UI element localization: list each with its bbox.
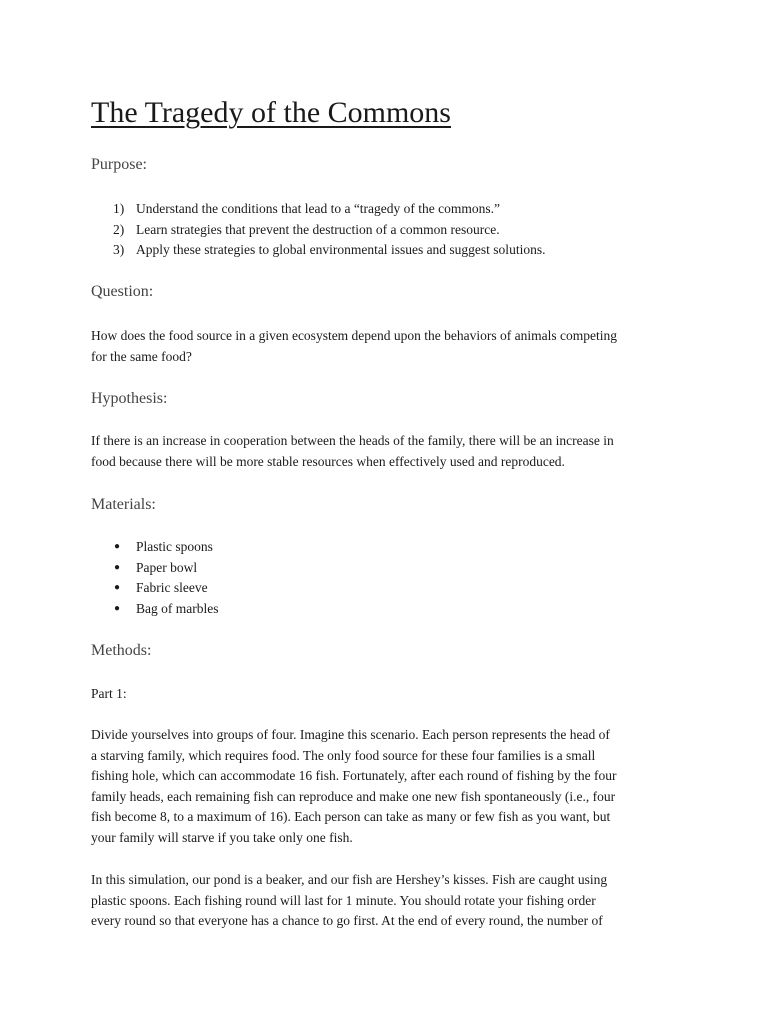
purpose-heading: Purpose: [91,156,147,173]
materials-item [113,537,218,558]
materials-item [113,558,218,579]
materials-item-text: Plastic spoons [136,539,213,554]
purpose-list [113,199,545,261]
question-heading: Question: [91,283,154,300]
purpose-item [113,220,545,241]
hypothesis-line: If there is an increase in cooperation between the heads of the family, there will be an increase in [91,433,614,448]
methods-line: a starving family, which requires food. The only food source for these four families is a small [91,747,596,763]
materials-item [113,599,218,620]
part1-label: Part 1: [91,686,127,701]
hypothesis-line: food because there will be more stable resources when effectively used and reproduced. [91,453,565,469]
methods-line: In this simulation, our pond is a beaker, and our fish are Hershey’s kisses. Fish are caught using [91,872,608,887]
methods-line: fish become 8, to a maximum of 16). Each person can take as many or few fish as you want, but [91,809,611,824]
purpose-item [113,240,545,261]
methods-heading: Methods: [91,642,152,659]
methods-line: Divide yourselves into groups of four. Imagine this scenario. Each person represents the head of [91,727,610,742]
methods-line: every round so that everyone has a chance to go first. At the end of every round, the number of [91,913,603,928]
methods-paragraph-2 [91,870,691,932]
materials-heading: Materials: [91,496,156,513]
purpose-item-number: 1) [113,201,125,216]
materials-item-text: Bag of marbles [136,600,219,616]
question-line: for the same food? [91,348,192,364]
question-paragraph [91,326,691,367]
methods-line: your family will starve if you take only one fish. [91,829,353,845]
methods-paragraph-1 [91,725,691,848]
purpose-item-number: 2) [113,221,125,237]
hypothesis-paragraph [91,431,691,472]
bullet-icon: ● [114,582,121,593]
purpose-item-text: Understand the conditions that lead to a “tragedy of the commons.” [136,201,501,216]
methods-line: family heads, each remaining fish can reproduce and make one new fish spontaneously (i.e., four [91,788,616,804]
materials-item-text: Paper bowl [136,559,198,575]
question-line: How does the food source in a given ecosystem depend upon the behaviors of animals competing [91,328,617,343]
bullet-icon: ● [114,561,121,573]
document-title: The Tragedy of the Commons [91,96,451,129]
materials-item [113,578,218,599]
materials-list [113,537,218,619]
purpose-item [113,199,545,220]
methods-line: plastic spoons. Each fishing round will last for 1 minute. You should rotate your fishing order [91,892,596,908]
purpose-item-text: Apply these strategies to global environmental issues and suggest solutions. [136,242,546,257]
bullet-icon: ● [114,541,121,552]
purpose-item-text: Learn strategies that prevent the destruction of a common resource. [136,221,500,237]
materials-item-text: Fabric sleeve [136,580,208,595]
methods-line: fishing hole, which can accommodate 16 fish. Fortunately, after each round of fishing by the four [91,768,617,783]
hypothesis-heading: Hypothesis: [91,390,168,407]
bullet-icon: ● [114,602,121,614]
purpose-item-number: 3) [113,242,125,257]
